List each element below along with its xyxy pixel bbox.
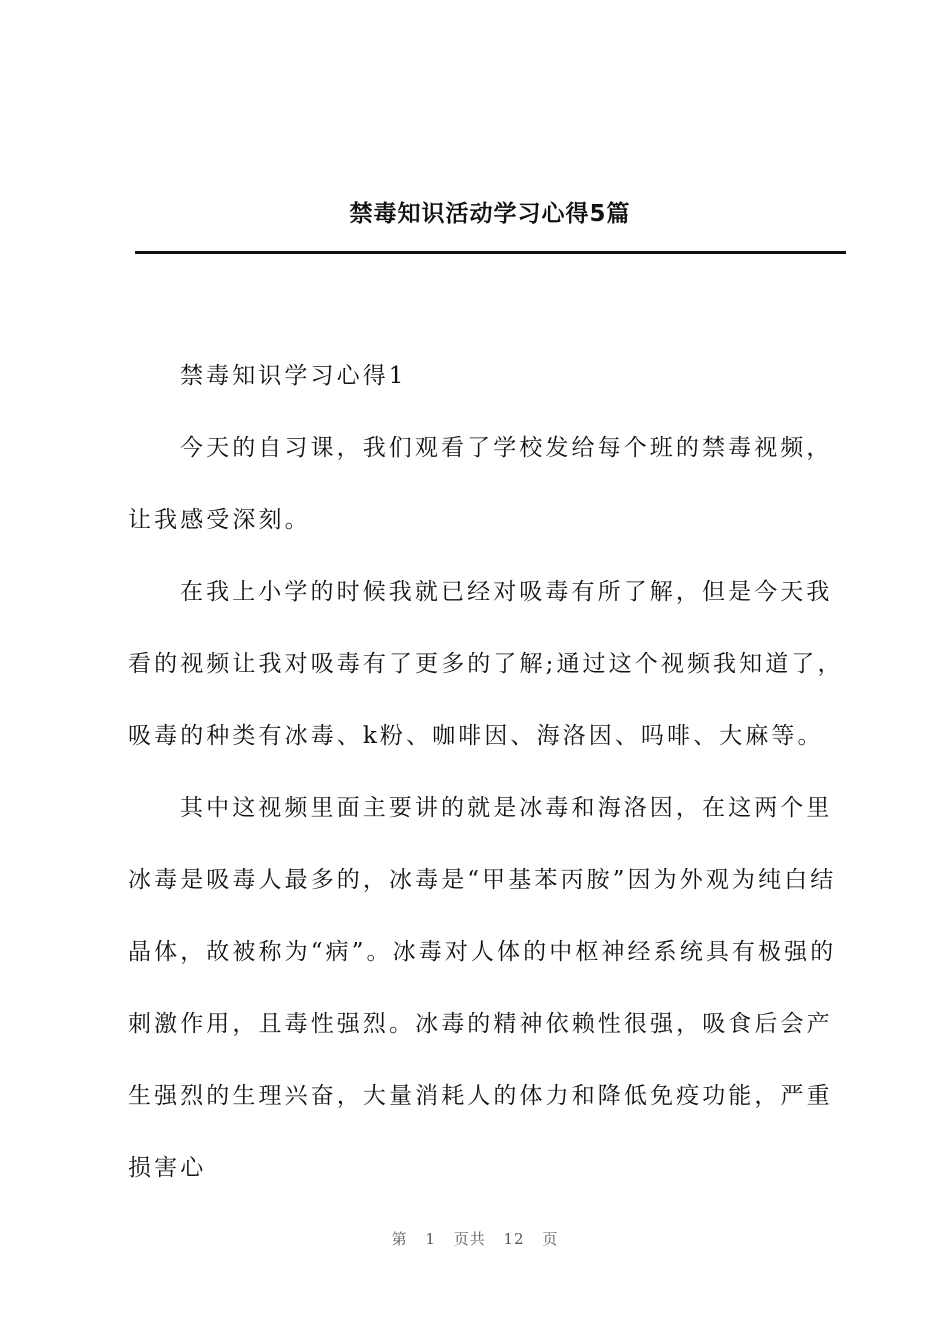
document-title: 禁毒知识活动学习心得5篇 — [349, 201, 631, 227]
footer-prefix: 第 — [391, 1230, 408, 1248]
paragraph-2: 在我上小学的时候我就已经对吸毒有所了解，但是今天我看的视频让我对吸毒有了更多的了解;通过这个视频我知道了，吸毒的种类有冰毒、k粉、咖啡因、海洛因、吗啡、大麻等。 — [128, 579, 844, 749]
footer-total-pages: 12 — [503, 1230, 525, 1248]
title-underline — [135, 251, 846, 254]
footer-current-page: 1 — [425, 1230, 436, 1248]
section-heading: 禁毒知识学习心得1 — [180, 363, 407, 389]
paragraph-3: 其中这视频里面主要讲的就是冰毒和海洛因，在这两个里冰毒是吸毒人最多的，冰毒是“甲基苯丙胺”因为外观为纯白结晶体，故被称为“病”。冰毒对人体的中枢神经系统具有极强的刺激作用，且毒性强烈。冰毒的精神依赖性很强，吸食后会产生强烈的生理兴奋，大量消耗人的体力和降低免疫功能，严重损害心 — [128, 795, 837, 1181]
footer-suffix: 页 — [542, 1230, 559, 1248]
paragraph-1: 今天的自习课，我们观看了学校发给每个班的禁毒视频，让我感受深刻。 — [128, 435, 833, 533]
footer-mid: 页共 — [453, 1230, 486, 1248]
document-body — [128, 340, 844, 1204]
page-footer — [0, 1228, 950, 1249]
